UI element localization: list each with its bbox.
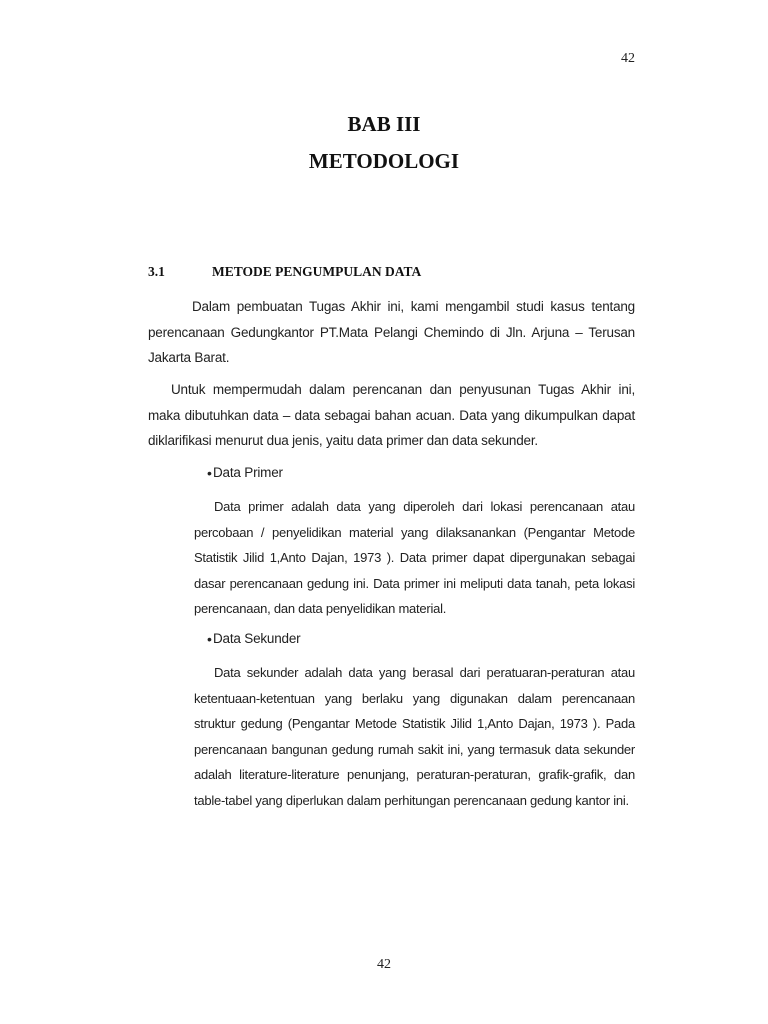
paragraph-data-sekunder: Data sekunder adalah data yang berasal dari peratuaran-peraturan atau ketentuaan-ketentuan yang berlaku yang digunakan dalam perencanaan struktur gedung (Pengantar Metode Statistik Jilid 1,Anto Dajan, 1973 ). Pada perencanaan bangunan gedung rumah sakit ini, yang termasuk data sekunder adalah literature-literature penunjang, peraturan-peraturan, grafik-grafik, dan table-tabel yang diperlukan dalam perhitungan perencanaan gedung kantor ini. — [194, 665, 635, 808]
section-number: 3.1 — [148, 264, 165, 279]
page-number-bottom: 42 — [377, 957, 391, 972]
chapter-number: BAB III — [347, 112, 421, 136]
bullet-label: Data Primer — [213, 465, 283, 480]
bullet-dot-icon: • — [207, 465, 212, 481]
section-title: METODE PENGUMPULAN DATA — [212, 264, 422, 279]
paragraph-data-primer: Data primer adalah data yang diperoleh dari lokasi perencanaan atau percobaan / penyelidikan material yang dilaksanankan (Pengantar Metode Statistik Jilid 1,Anto Dajan, 1973 ). Data primer dapat dipergunakan sebagai dasar perencanaan gedung ini. Data primer ini meliputi data tanah, peta lokasi perencanaan, dan data penyelidikan material. — [194, 499, 635, 616]
bullet-item-data-sekunder — [207, 631, 301, 647]
paragraph-data-types: Untuk mempermudah dalam perencanan dan penyusunan Tugas Akhir ini, maka dibutuhkan data – data sebagai bahan acuan. Data yang dikumpulkan dapat diklarifikasi menurut dua jenis, yaitu data primer dan data sekunder. — [148, 382, 635, 448]
page-number-top: 42 — [621, 51, 635, 66]
paragraph-intro: Dalam pembuatan Tugas Akhir ini, kami mengambil studi kasus tentang perencanaan Gedungkantor PT.Mata Pelangi Chemindo di Jln. Arjuna – Terusan Jakarta Barat. — [148, 299, 635, 365]
chapter-title: METODOLOGI — [308, 149, 460, 173]
bullet-label: Data Sekunder — [213, 631, 301, 646]
section-heading — [148, 264, 421, 280]
bullet-dot-icon: • — [207, 631, 212, 647]
bullet-item-data-primer — [207, 465, 283, 481]
